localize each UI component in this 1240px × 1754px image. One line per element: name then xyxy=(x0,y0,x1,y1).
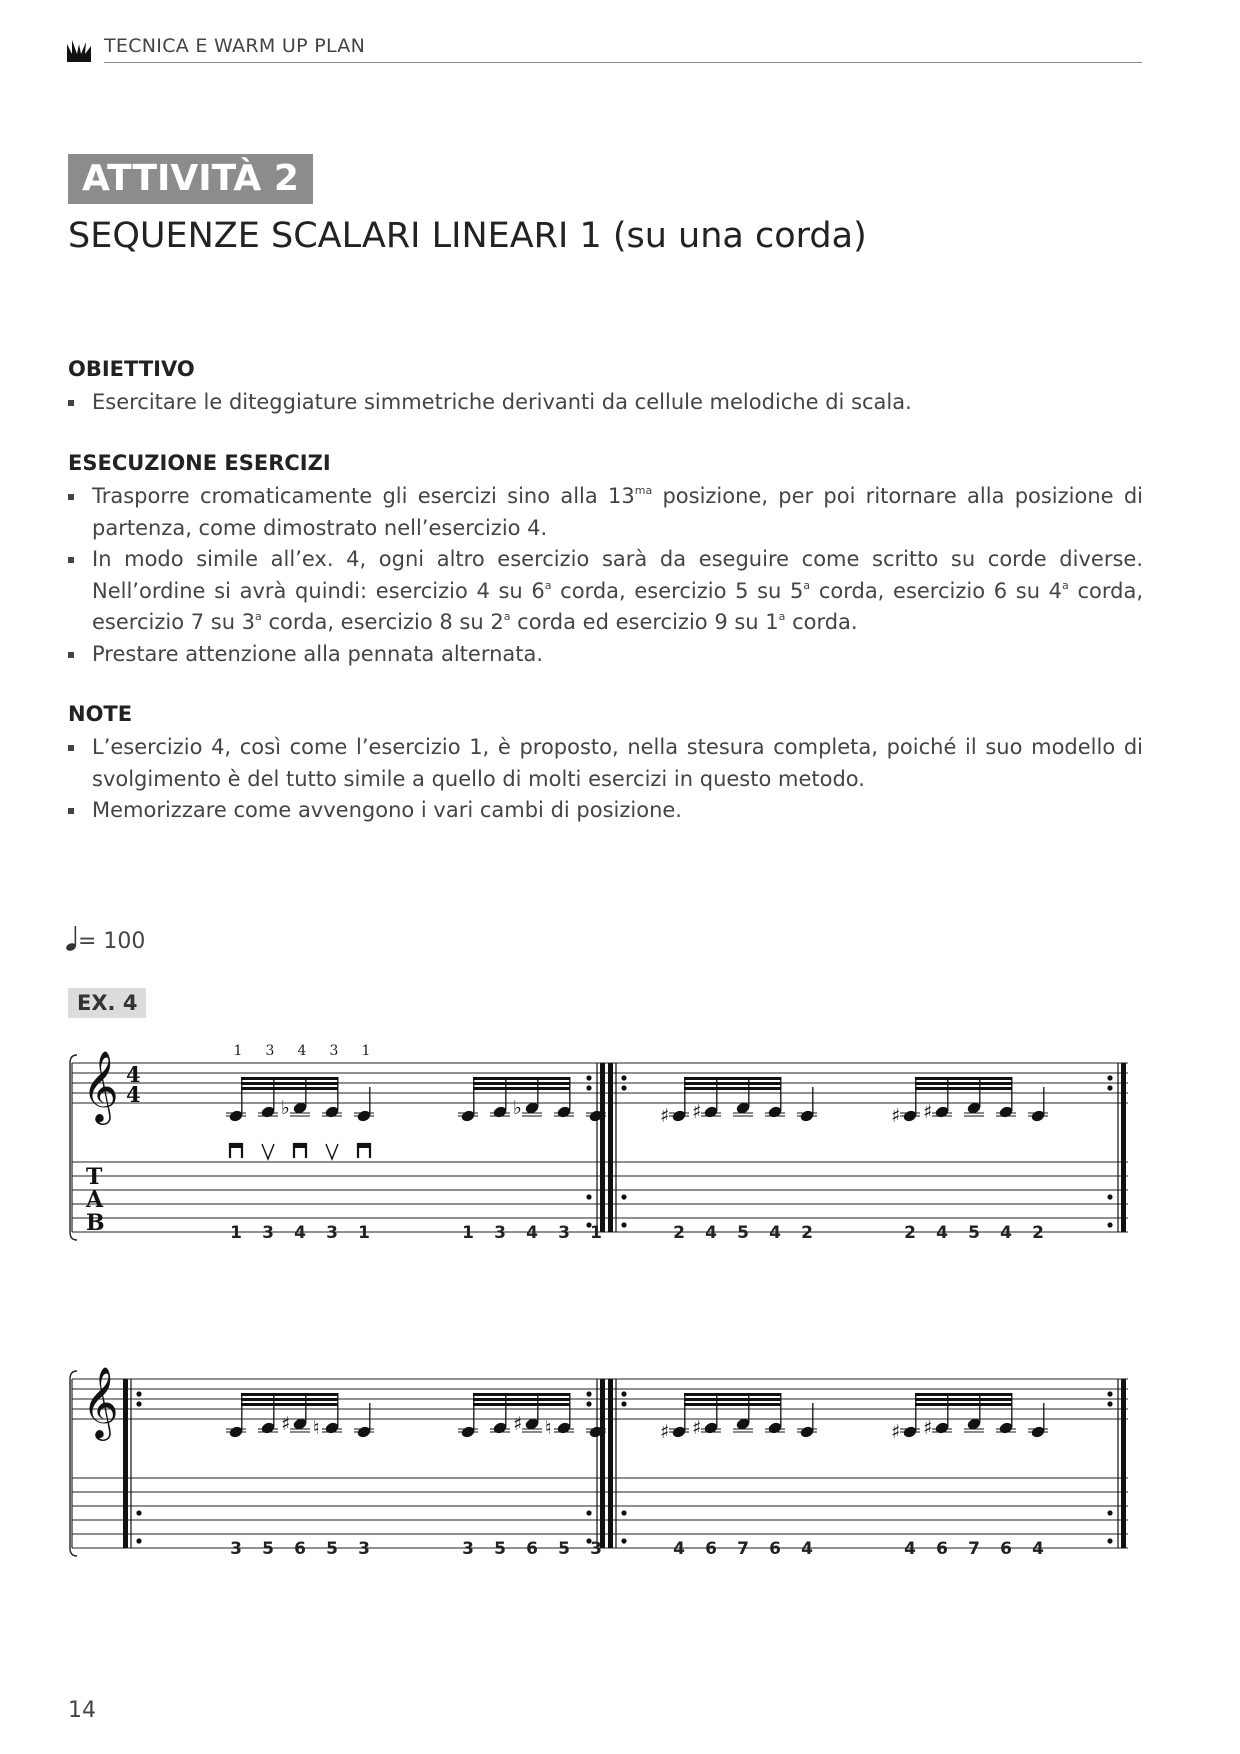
beam xyxy=(915,1082,1012,1085)
accidental: ♯ xyxy=(281,1413,291,1435)
repeat-dot xyxy=(1107,1401,1112,1406)
beam xyxy=(684,1077,781,1080)
tab-number: 3 xyxy=(230,1539,242,1559)
repeat-dot xyxy=(586,1085,591,1090)
repeat-dot xyxy=(621,1510,626,1515)
tab-number: 4 xyxy=(526,1223,538,1243)
beam xyxy=(473,1403,570,1406)
tab-number: 2 xyxy=(673,1223,685,1243)
beam xyxy=(241,1398,338,1401)
tab-number: 5 xyxy=(558,1539,570,1559)
tab-number: 1 xyxy=(462,1223,474,1243)
accidental: ♯ xyxy=(660,1105,670,1127)
tab-number: 6 xyxy=(294,1539,306,1559)
repeat-dot xyxy=(586,1401,591,1406)
header-divider xyxy=(104,62,1142,63)
activity-label: ATTIVITÀ 2 xyxy=(68,154,313,204)
tab-number: 4 xyxy=(769,1223,781,1243)
accidental: ♭ xyxy=(513,1097,522,1119)
beam xyxy=(915,1393,1012,1396)
tab-number: 2 xyxy=(801,1223,813,1243)
beam xyxy=(915,1087,1012,1090)
quarter-note-icon xyxy=(66,926,78,952)
tab-number: 3 xyxy=(558,1223,570,1243)
score-system-1 xyxy=(68,1030,1148,1270)
fingering-number: 1 xyxy=(233,1043,243,1059)
tab-number: 2 xyxy=(904,1223,916,1243)
tab-number: 6 xyxy=(526,1539,538,1559)
beam xyxy=(684,1403,781,1406)
upstroke-icon xyxy=(262,1144,274,1159)
beam xyxy=(684,1398,781,1401)
tab-number: 4 xyxy=(1032,1539,1044,1559)
note-list xyxy=(68,732,1143,827)
obiettivo-item: Esercitare le diteggiature simmetriche derivanti da cellule melodiche di scala. xyxy=(68,387,1143,419)
thick-barline xyxy=(600,1063,605,1232)
downstroke-bar xyxy=(294,1144,306,1148)
tab-number: 1 xyxy=(358,1223,370,1243)
accidental: ♯ xyxy=(692,1101,702,1123)
treble-clef-icon: 𝄞 xyxy=(82,1049,119,1122)
treble-clef-icon: 𝄞 xyxy=(82,1365,119,1438)
beam xyxy=(241,1087,338,1090)
obiettivo-heading: OBIETTIVO xyxy=(68,357,195,381)
accidental: ♯ xyxy=(923,1417,933,1439)
accidental: ♭ xyxy=(281,1097,290,1119)
page-number: 14 xyxy=(68,1698,96,1723)
tab-number: 7 xyxy=(968,1539,980,1559)
tab-number: 1 xyxy=(230,1223,242,1243)
beam xyxy=(241,1403,338,1406)
beam xyxy=(915,1398,1012,1401)
repeat-dot xyxy=(1107,1075,1112,1080)
tab-letter: A xyxy=(86,1187,104,1213)
repeat-dot xyxy=(586,1510,591,1515)
esecuzione-item: Trasporre cromaticamente gli esercizi sino alla $13^{ma}$ posizione, per poi ritornare alla posizione di partenza, come dimostrato nell’esercizio 4. xyxy=(68,481,1143,544)
tab-number: 4 xyxy=(936,1223,948,1243)
esecuzione-heading: ESECUZIONE ESERCIZI xyxy=(68,451,331,475)
repeat-dot xyxy=(586,1194,591,1199)
fingering-number: 1 xyxy=(361,1043,371,1059)
repeat-dot xyxy=(1107,1510,1112,1515)
beam xyxy=(684,1082,781,1085)
time-signature-top: 4 xyxy=(126,1062,141,1087)
tab-number: 7 xyxy=(737,1539,749,1559)
tab-number: 5 xyxy=(737,1223,749,1243)
tab-number: 6 xyxy=(769,1539,781,1559)
esecuzione-list xyxy=(68,481,1143,670)
repeat-dot xyxy=(1107,1391,1112,1396)
accidental: ♯ xyxy=(891,1421,901,1443)
esecuzione-item: In modo simile all’ex. 4, ogni altro esercizio sarà da eseguire come scritto su corde diverse. Nell’ordine si avrà quindi: esercizio 4 su 6$^a$ corda, esercizio 5 su 5$^a$ corda, esercizio 6 su 4$^a$ corda, esercizio 7 su 3$^a$ corda, esercizio 8 su 2$^a$ corda ed esercizio 9 su 1$^a$ corda. xyxy=(68,544,1143,639)
thick-barline xyxy=(608,1063,613,1232)
esecuzione-item: Prestare attenzione alla pennata alternata. xyxy=(68,639,1143,671)
tab-number: 4 xyxy=(294,1223,306,1243)
repeat-dot xyxy=(621,1075,626,1080)
accidental: ♯ xyxy=(660,1421,670,1443)
accidental: ♯ xyxy=(891,1105,901,1127)
tab-number: 3 xyxy=(462,1539,474,1559)
tab-number: 5 xyxy=(326,1539,338,1559)
note-heading: NOTE xyxy=(68,702,133,726)
tab-letter: B xyxy=(86,1210,105,1236)
beam xyxy=(915,1403,1012,1406)
thick-barline xyxy=(608,1379,613,1548)
repeat-dot xyxy=(1107,1538,1112,1543)
beam xyxy=(241,1393,338,1396)
repeat-dot xyxy=(621,1085,626,1090)
accidental: ♮ xyxy=(545,1417,552,1439)
thick-barline xyxy=(600,1379,605,1548)
repeat-dot xyxy=(586,1075,591,1080)
tab-number: 1 xyxy=(590,1223,602,1243)
note-item: L’esercizio 4, così come l’esercizio 1, è proposto, nella stesura completa, poiché il suo modello di svolgimento è del tutto simile a quello di molti esercizi in questo metodo. xyxy=(68,732,1143,795)
tab-number: 4 xyxy=(801,1539,813,1559)
accidental: ♯ xyxy=(692,1417,702,1439)
repeat-dot xyxy=(1107,1222,1112,1227)
fingering-number: 3 xyxy=(265,1043,275,1059)
tempo-value: = 100 xyxy=(78,929,146,954)
repeat-dot xyxy=(621,1194,626,1199)
beam xyxy=(473,1077,570,1080)
repeat-dot xyxy=(136,1401,141,1406)
repeat-dot xyxy=(621,1222,626,1227)
obiettivo-list xyxy=(68,387,1143,419)
fingering-number: 4 xyxy=(297,1043,307,1059)
score-system-2 xyxy=(68,1346,1148,1586)
tab-number: 4 xyxy=(1000,1223,1012,1243)
fingering-number: 3 xyxy=(329,1043,339,1059)
accidental: ♯ xyxy=(513,1413,523,1435)
repeat-dot xyxy=(621,1401,626,1406)
beam xyxy=(473,1087,570,1090)
repeat-dot xyxy=(136,1391,141,1396)
tab-number: 6 xyxy=(705,1539,717,1559)
time-signature-bottom: 4 xyxy=(126,1082,141,1107)
brand-logo-icon xyxy=(67,40,91,62)
beam xyxy=(241,1082,338,1085)
header-title: TECNICA E WARM UP PLAN xyxy=(104,35,366,57)
tab-letter: T xyxy=(86,1164,103,1190)
repeat-dot xyxy=(621,1538,626,1543)
beam xyxy=(684,1393,781,1396)
repeat-dot xyxy=(586,1391,591,1396)
beam xyxy=(915,1077,1012,1080)
thick-barline xyxy=(1121,1379,1126,1548)
tab-number: 3 xyxy=(326,1223,338,1243)
tab-number: 3 xyxy=(590,1539,602,1559)
tempo-marking xyxy=(66,926,145,954)
tab-number: 3 xyxy=(262,1223,274,1243)
repeat-dot xyxy=(136,1510,141,1515)
thick-barline xyxy=(123,1379,128,1548)
tab-number: 3 xyxy=(358,1539,370,1559)
upstroke-icon xyxy=(326,1144,338,1159)
page-title: SEQUENZE SCALARI LINEARI 1 (su una corda) xyxy=(68,216,867,256)
tab-number: 5 xyxy=(262,1539,274,1559)
tab-number: 6 xyxy=(1000,1539,1012,1559)
downstroke-bar xyxy=(230,1144,242,1148)
downstroke-bar xyxy=(358,1144,370,1148)
repeat-dot xyxy=(1107,1194,1112,1199)
repeat-dot xyxy=(136,1538,141,1543)
beam xyxy=(473,1393,570,1396)
beam xyxy=(473,1398,570,1401)
accidental: ♯ xyxy=(923,1101,933,1123)
tab-number: 4 xyxy=(673,1539,685,1559)
beam xyxy=(241,1077,338,1080)
thick-barline xyxy=(1121,1063,1126,1232)
example-label: EX. 4 xyxy=(68,988,146,1018)
accidental: ♮ xyxy=(313,1417,320,1439)
tab-number: 3 xyxy=(494,1223,506,1243)
tab-number: 4 xyxy=(705,1223,717,1243)
tab-number: 2 xyxy=(1032,1223,1044,1243)
tab-number: 5 xyxy=(494,1539,506,1559)
tab-number: 6 xyxy=(936,1539,948,1559)
tab-number: 5 xyxy=(968,1223,980,1243)
repeat-dot xyxy=(1107,1085,1112,1090)
repeat-dot xyxy=(621,1391,626,1396)
note-item: Memorizzare come avvengono i vari cambi di posizione. xyxy=(68,795,1143,827)
tab-number: 4 xyxy=(904,1539,916,1559)
beam xyxy=(684,1087,781,1090)
beam xyxy=(473,1082,570,1085)
